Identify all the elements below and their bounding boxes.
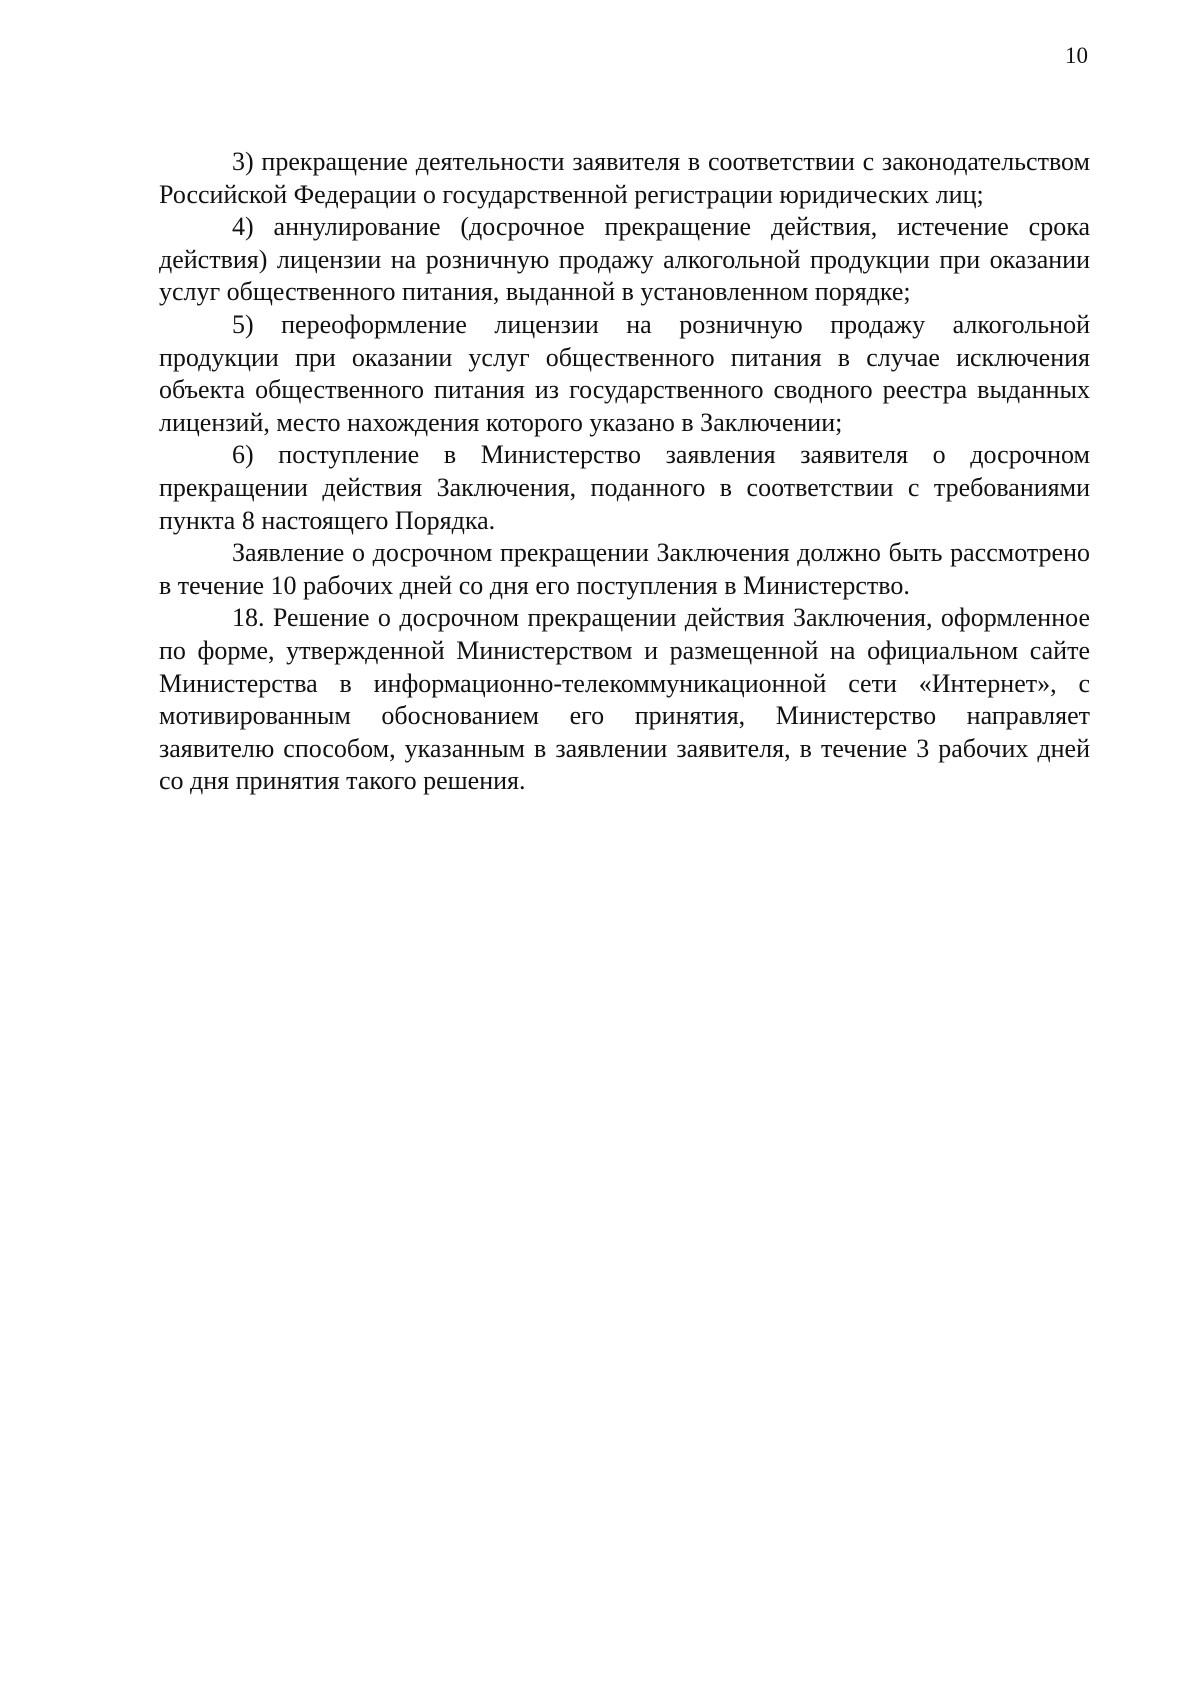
page-number: 10 [1065, 43, 1088, 68]
document-body [159, 146, 1090, 798]
paragraph-item-6: 6) поступление в Министерство заявления заявителя о досрочном прекращении действия Заключения, поданного в соответствии с требованиями пункта 8 настоящего Порядка. [159, 440, 1090, 535]
paragraph-item-3: 3) прекращение деятельности заявителя в соответствии с законодательством Российской Федерации о государственной регистрации юридических лиц; [159, 147, 1090, 209]
paragraph-item-4: 4) аннулирование (досрочное прекращение действия, истечение срока действия) лицензии на розничную продажу алкогольной продукции при оказании услуг общественного питания, выданной в установленном порядке; [159, 212, 1090, 307]
paragraph-early-termination-review: Заявление о досрочном прекращении Заключения должно быть рассмотрено в течение 10 рабочих дней со дня его поступления в Министерство. [159, 538, 1090, 600]
paragraph-item-5: 5) переоформление лицензии на розничную продажу алкогольной продукции при оказании услуг общественного питания в случае исключения объекта общественного питания из государственного сводного реестра выданных лицензий, место нахождения которого указано в Заключении; [159, 309, 1090, 437]
paragraph-section-18: 18. Решение о досрочном прекращении действия Заключения, оформленное по форме, утвержденной Министерством и размещенной на официальном сайте Министерства в информационно-телекоммуникационной сети «Интернет», с мотивированным обоснованием его принятия, Министерство направляет заявителю способом, указанным в заявлении заявителя, в течение 3 рабочих дней со дня принятия такого решения. [159, 603, 1090, 796]
